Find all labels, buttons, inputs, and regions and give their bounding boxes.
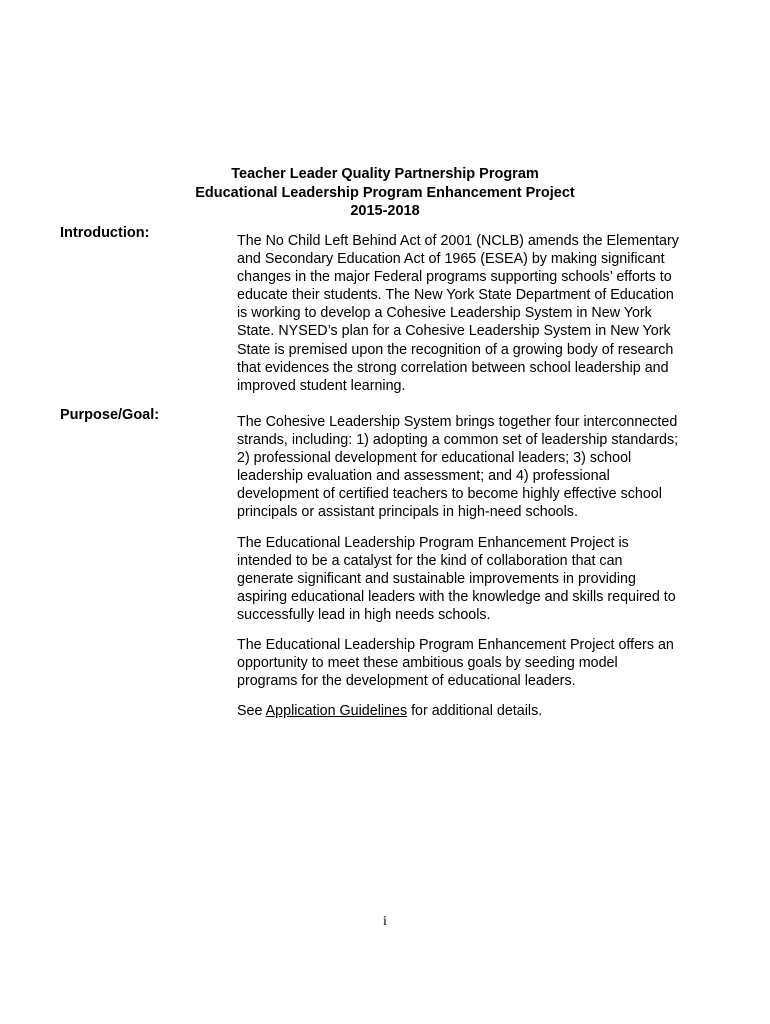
title-line-program: Teacher Leader Quality Partnership Program [231, 166, 539, 182]
text-line: 2) professional development for educational leaders; 3) school [237, 450, 632, 467]
title-line-years: 2015-2018 [350, 203, 420, 219]
purpose-paragraph-catalyst [237, 534, 717, 624]
text-line: changes in the major Federal programs supporting schools’ efforts to [237, 269, 672, 286]
text-line: that evidences the strong correlation between school leadership and [237, 359, 669, 376]
introduction-paragraph [237, 232, 717, 395]
see-suffix: for additional details. [407, 703, 543, 720]
see-guidelines-line [237, 702, 717, 720]
text-line: and Secondary Education Act of 1965 (ESEA) by making significant [237, 251, 665, 268]
text-line: opportunity to meet these ambitious goals by seeding model [237, 655, 618, 672]
text-line: programs for the development of educational leaders. [237, 673, 576, 690]
document-title [0, 165, 770, 221]
text-line: educate their students. The New York State Department of Education [237, 287, 674, 304]
application-guidelines-link[interactable]: Application Guidelines [265, 703, 408, 720]
text-line: The No Child Left Behind Act of 2001 (NCLB) amends the Elementary [237, 233, 679, 249]
purpose-paragraph-strands [237, 413, 717, 522]
text-line: development of certified teachers to become highly effective school [237, 486, 662, 503]
text-line: The Educational Leadership Program Enhancement Project is [237, 534, 629, 551]
see-prefix: See [237, 703, 266, 720]
text-line: The Cohesive Leadership System brings together four interconnected [237, 414, 678, 430]
text-line: strands, including: 1) adopting a common set of leadership standards; [237, 432, 679, 449]
introduction-body [237, 232, 717, 407]
text-line: intended to be a catalyst for the kind of collaboration that can [237, 552, 623, 569]
text-line: principals or assistant principals in high-need schools. [237, 504, 578, 521]
text-line: State. NYSED’s plan for a Cohesive Leadership System in New York [237, 323, 671, 340]
purpose-goal-label: Purpose/Goal: [60, 407, 160, 423]
text-line: improved student learning. [237, 377, 406, 394]
title-line-project: Educational Leadership Program Enhancement Project [195, 184, 575, 201]
text-line: successfully lead in high needs schools. [237, 606, 491, 623]
page-number: i [383, 914, 387, 929]
see-guidelines-paragraph [237, 702, 717, 720]
text-line: The Educational Leadership Program Enhancement Project offers an [237, 637, 674, 654]
purpose-paragraph-opportunity [237, 636, 717, 690]
text-line: is working to develop a Cohesive Leadership System in New York [237, 305, 652, 322]
text-line: leadership evaluation and assessment; and 4) professional [237, 468, 610, 485]
text-line: State is premised upon the recognition of a growing body of research [237, 341, 674, 358]
purpose-goal-body [237, 413, 717, 732]
introduction-label: Introduction: [60, 225, 150, 241]
text-line: generate significant and sustainable improvements in providing [237, 570, 636, 587]
text-line: aspiring educational leaders with the knowledge and skills required to [237, 588, 676, 605]
